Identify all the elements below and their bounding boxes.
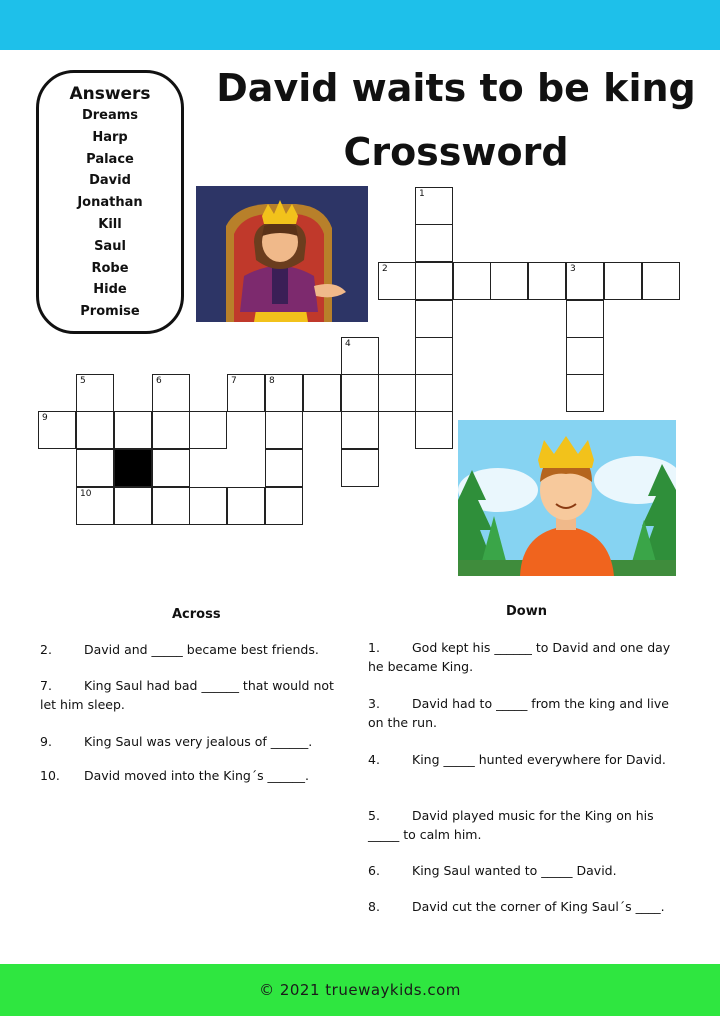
- page-subtitle: Crossword: [343, 130, 569, 174]
- clue-number: 6.: [368, 863, 380, 878]
- grid-cell[interactable]: [227, 487, 265, 525]
- grid-cell[interactable]: [415, 411, 453, 449]
- answer-item: Saul: [94, 238, 126, 254]
- clue-text: David and _____ became best friends.: [84, 642, 319, 657]
- grid-cell[interactable]: [490, 262, 528, 300]
- grid-cell[interactable]: [76, 411, 114, 449]
- clue-number: 2.: [40, 642, 52, 657]
- clue-text: King _____ hunted everywhere for David.: [412, 752, 666, 767]
- footer-copyright[interactable]: © 2021 truewaykids.com: [259, 981, 461, 999]
- grid-cell[interactable]: [38, 411, 76, 449]
- down-heading: Down: [506, 604, 547, 619]
- clue-number: 1.: [368, 640, 380, 655]
- down-clue: [368, 750, 680, 769]
- grid-cell[interactable]: [152, 487, 190, 525]
- answer-item: Dreams: [81, 108, 139, 123]
- grid-cell[interactable]: [76, 487, 114, 525]
- grid-cell[interactable]: [566, 262, 604, 300]
- grid-cell[interactable]: [341, 374, 379, 412]
- answers-heading: Answers: [69, 84, 151, 104]
- grid-cell[interactable]: [265, 487, 303, 525]
- grid-cell[interactable]: [227, 374, 265, 412]
- down-clue: [368, 694, 680, 732]
- answer-item: Palace: [86, 151, 134, 167]
- answer-item: Kill: [98, 216, 122, 232]
- clue-text: King Saul wanted to _____ David.: [412, 863, 617, 878]
- grid-cell[interactable]: [189, 487, 227, 525]
- grid-cell[interactable]: [453, 262, 491, 300]
- grid-cell[interactable]: [152, 374, 190, 412]
- grid-cell[interactable]: [604, 262, 642, 300]
- clue-number: 8.: [368, 899, 380, 914]
- grid-cell[interactable]: [114, 487, 152, 525]
- grid-cell[interactable]: [566, 337, 604, 375]
- clue-text: King Saul was very jealous of ______.: [84, 734, 313, 749]
- grid-cell[interactable]: [566, 374, 604, 412]
- grid-cell[interactable]: [415, 300, 453, 338]
- answer-item: Hide: [93, 282, 127, 298]
- top-banner: [0, 0, 720, 50]
- grid-cell[interactable]: [152, 411, 190, 449]
- footer-banner: [0, 964, 720, 1016]
- grid-cell[interactable]: [528, 262, 566, 300]
- cell-number: 2: [382, 264, 388, 274]
- answer-item: Harp: [92, 129, 128, 145]
- clue-text: David moved into the King´s ______.: [84, 768, 310, 783]
- answers-list: [39, 105, 181, 323]
- grid-cell[interactable]: [378, 262, 416, 300]
- grid-cell[interactable]: [341, 449, 379, 487]
- answers-box: [36, 70, 184, 334]
- grid-cell[interactable]: [152, 449, 190, 487]
- grid-cell[interactable]: [415, 224, 453, 262]
- grid-cell[interactable]: [415, 262, 453, 300]
- clue-text: King Saul had bad ______ that would not let him sleep.: [40, 678, 334, 712]
- clue-number: 7.: [40, 678, 52, 693]
- grid-cell[interactable]: [378, 374, 416, 412]
- cell-number: 3: [570, 264, 576, 274]
- down-clue: [368, 897, 680, 916]
- grid-cell[interactable]: [76, 374, 114, 412]
- page-title: David waits to be king: [216, 66, 696, 110]
- clue-number: 4.: [368, 752, 380, 767]
- cell-number: 4: [345, 339, 351, 349]
- across-clue: [40, 676, 350, 714]
- grid-cell[interactable]: [341, 411, 379, 449]
- clue-text: David had to _____ from the king and live on the run.: [368, 696, 669, 730]
- clue-number: 3.: [368, 696, 380, 711]
- cell-number: 10: [80, 489, 92, 499]
- grid-cell[interactable]: [303, 374, 341, 412]
- black-cell: [114, 449, 152, 487]
- answer-item: Promise: [80, 304, 140, 320]
- grid-cell[interactable]: [415, 337, 453, 375]
- clue-number: 10.: [40, 768, 60, 783]
- clue-number: 9.: [40, 734, 52, 749]
- grid-cell[interactable]: [415, 374, 453, 412]
- grid-cell[interactable]: [189, 411, 227, 449]
- answer-item: Jonathan: [77, 195, 143, 211]
- down-clue: [368, 861, 680, 880]
- cell-number: 7: [231, 376, 237, 386]
- grid-cell[interactable]: [341, 337, 379, 375]
- down-clue: [368, 806, 680, 844]
- clue-text: David played music for the King on his _____ to calm him.: [368, 808, 654, 842]
- clue-text: God kept his ______ to David and one day he became King.: [368, 640, 671, 674]
- answer-item: Robe: [91, 260, 129, 276]
- cell-number: 6: [156, 376, 162, 386]
- cell-number: 8: [269, 376, 275, 386]
- clue-number: 5.: [368, 808, 380, 823]
- across-clue: [40, 732, 350, 751]
- grid-cell[interactable]: [114, 411, 152, 449]
- grid-cell[interactable]: [76, 449, 114, 487]
- young-david-illustration: [458, 420, 676, 576]
- grid-cell[interactable]: [566, 300, 604, 338]
- across-clue: [40, 766, 350, 785]
- grid-cell[interactable]: [265, 411, 303, 449]
- cell-number: 9: [42, 413, 48, 423]
- down-clue: [368, 638, 680, 676]
- across-heading: Across: [172, 607, 221, 622]
- cell-number: 1: [419, 189, 425, 199]
- king-david-illustration: [196, 186, 368, 322]
- grid-cell[interactable]: [265, 449, 303, 487]
- grid-cell[interactable]: [265, 374, 303, 412]
- clue-text: David cut the corner of King Saul´s ____.: [412, 899, 665, 914]
- across-clue: [40, 640, 350, 659]
- cell-number: 5: [80, 376, 86, 386]
- grid-cell[interactable]: [642, 262, 680, 300]
- grid-cell[interactable]: [415, 187, 453, 225]
- answer-item: David: [89, 173, 131, 189]
